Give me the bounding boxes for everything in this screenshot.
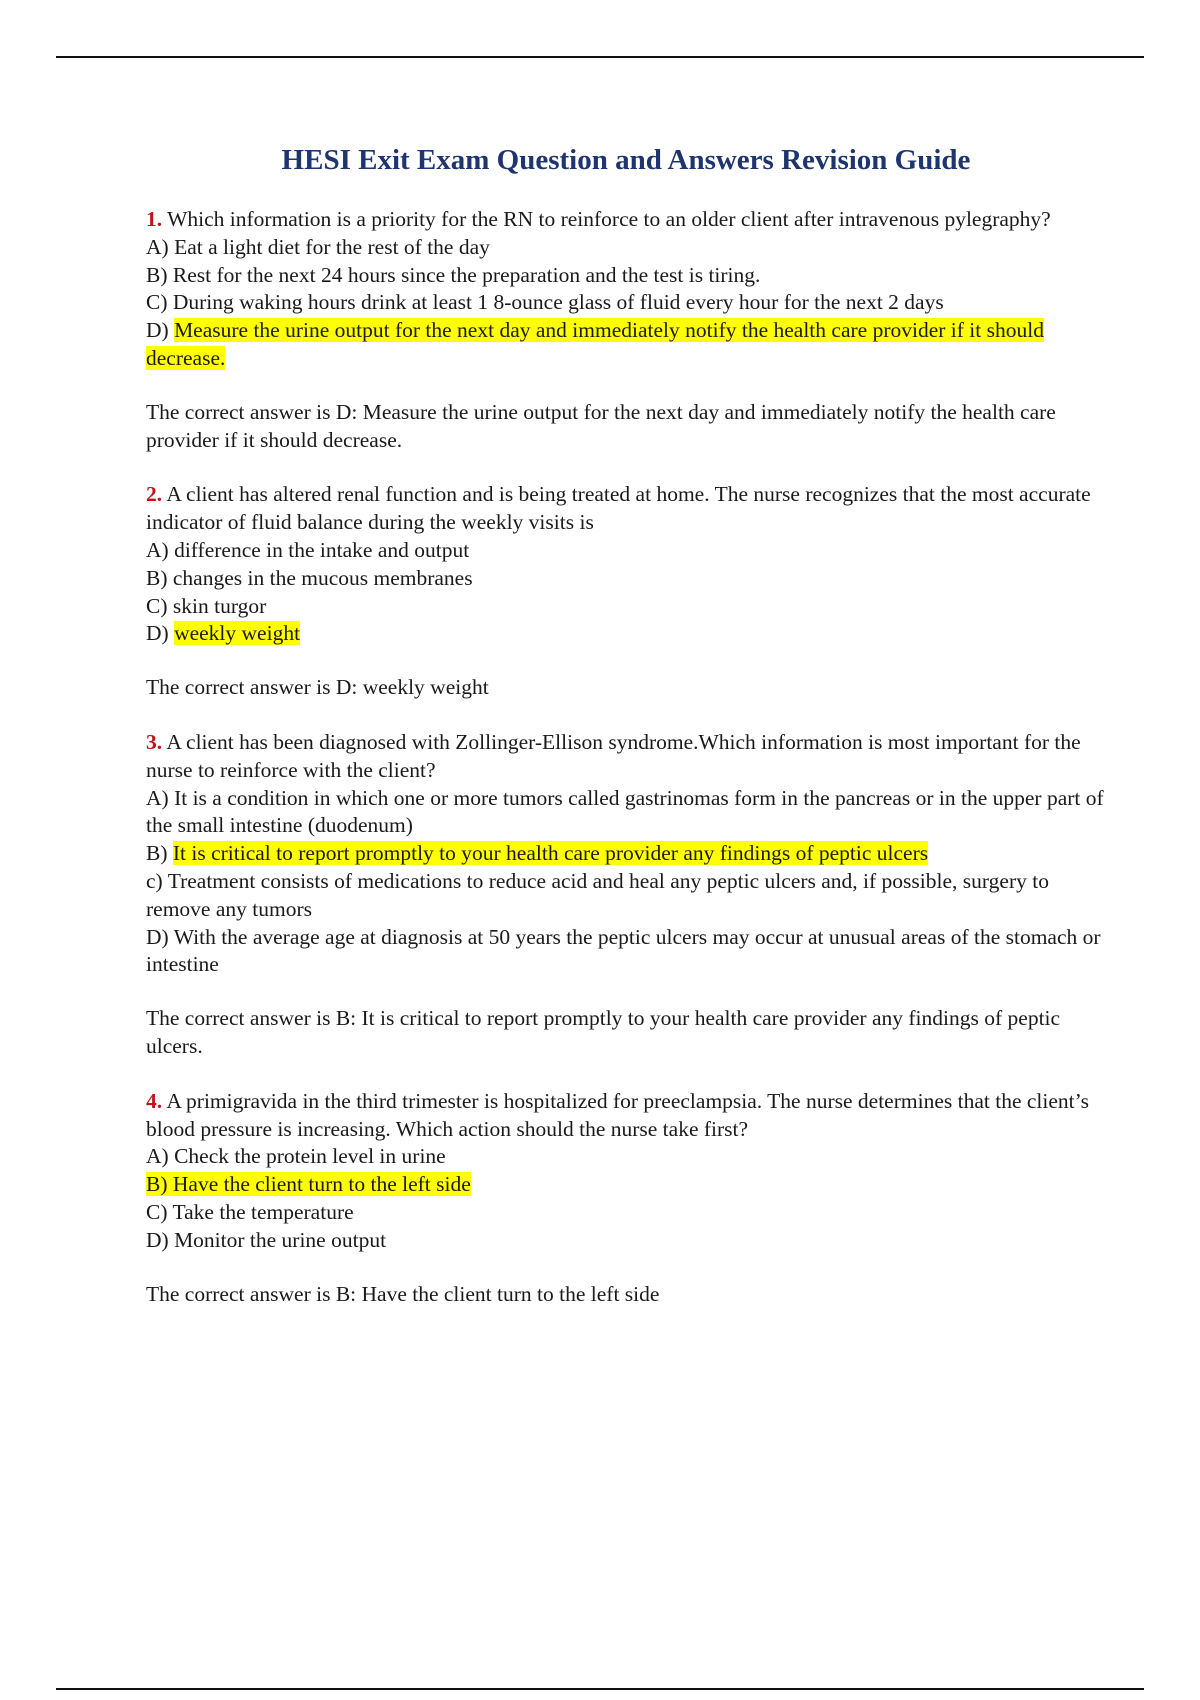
answer-option — [146, 868, 1106, 924]
option-label: A) — [146, 785, 169, 810]
correct-answer-text: The correct answer is D: Measure the urine output for the next day and immediately notify the health care provider if it should decrease. — [146, 399, 1056, 452]
question-stem: A client has been diagnosed with Zollinger-Ellison syndrome.Which information is most important for the nurse to reinforce with the client? — [146, 729, 1081, 782]
option-label: B) — [146, 1172, 168, 1197]
option-label: C) — [146, 1199, 168, 1224]
question-block — [146, 481, 1106, 702]
question-stem: Which information is a priority for the RN to reinforce to an older client after intravenous pylegraphy? — [162, 207, 1051, 231]
option-text: With the average age at diagnosis at 50 years the peptic ulcers may occur at unusual areas of the stomach or intestine — [146, 924, 1101, 977]
option-text: Rest for the next 24 hours since the preparation and the test is tiring. — [172, 262, 761, 287]
answer-option — [146, 289, 1106, 317]
option-text: It is a condition in which one or more tumors called gastrinomas form in the pancreas or in the upper part of the small intestine (duodenum) — [146, 785, 1104, 838]
option-label: D) — [146, 1227, 169, 1252]
correct-answer-text: The correct answer is D: weekly weight — [146, 675, 489, 700]
question-stem: A client has altered renal function and is being treated at home. The nurse recognizes that the most accurate indicator of fluid balance during the weekly visits is — [146, 482, 1091, 535]
answer-option — [146, 234, 1106, 262]
answer-option — [146, 262, 1106, 290]
correct-answer-text: The correct answer is B: Have the client turn to the left side — [146, 1281, 660, 1306]
question-text — [146, 729, 1106, 785]
answer-option — [146, 924, 1106, 980]
answer-option — [146, 1199, 1106, 1227]
option-text: difference in the intake and output — [174, 537, 470, 562]
option-text: Check the protein level in urine — [174, 1144, 446, 1169]
option-text: changes in the mucous membranes — [172, 565, 473, 590]
document-body — [146, 140, 1106, 1335]
question-number: 2. — [146, 482, 163, 507]
option-label: C) — [146, 593, 168, 618]
answer-option — [146, 1227, 1106, 1255]
question-block — [146, 1088, 1106, 1309]
top-rule — [56, 56, 1144, 58]
option-text: During waking hours drink at least 1 8-ounce glass of fluid every hour for the next 2 days — [172, 290, 944, 315]
answer-option — [146, 1143, 1106, 1171]
option-text: Take the temperature — [172, 1199, 354, 1224]
correct-answer-text: The correct answer is B: It is critical to report promptly to your health care provider any findings of peptic ulcers. — [146, 1006, 1061, 1058]
question-text — [146, 206, 1106, 234]
option-label: C) — [146, 290, 168, 315]
question-number: 3. — [146, 729, 163, 754]
option-text: Treatment consists of medications to reduce acid and heal any peptic ulcers and, if possible, surgery to remove any tumors — [146, 868, 1049, 921]
answer-option — [146, 537, 1106, 565]
document-title: HESI Exit Exam Question and Answers Revision Guide — [281, 144, 971, 176]
option-label: A) — [146, 1144, 169, 1169]
answer-option — [146, 620, 1106, 648]
option-text: skin turgor — [172, 593, 267, 618]
answer-option — [146, 1171, 1106, 1199]
answer-option — [146, 785, 1106, 841]
answer-option — [146, 565, 1106, 593]
question-block — [146, 729, 1106, 1061]
option-label: D) — [146, 621, 169, 646]
option-label: B) — [146, 565, 168, 590]
question-stem: A primigravida in the third trimester is hospitalized for preeclampsia. The nurse determines that the client’s blood pressure is increasing. Which action should the nurse take first? — [146, 1088, 1089, 1141]
question-text — [146, 481, 1106, 537]
option-label: B) — [146, 841, 168, 866]
option-text: Monitor the urine output — [174, 1227, 387, 1252]
highlighted-option-text: It is critical to report promptly to your health care provider any findings of peptic ulcers — [172, 841, 929, 866]
option-label: A) — [146, 234, 169, 259]
bottom-rule — [56, 1688, 1144, 1690]
question-number: 4. — [146, 1088, 163, 1113]
question-number: 1. — [146, 207, 163, 231]
option-text: Eat a light diet for the rest of the day — [174, 234, 490, 259]
option-label: D) — [146, 318, 169, 343]
option-label: c) — [146, 868, 163, 893]
highlighted-option-text: Have the client turn to the left side — [172, 1172, 471, 1197]
question-text — [146, 1088, 1106, 1144]
answer-option — [146, 840, 1106, 868]
highlighted-option-text: Measure the urine output for the next day and immediately notify the health care provider if it should decrease. — [146, 318, 1044, 370]
answer-option — [146, 593, 1106, 621]
highlighted-option-text: weekly weight — [174, 621, 301, 646]
answer-option — [146, 317, 1106, 373]
option-label: B) — [146, 262, 168, 287]
question-list — [146, 206, 1106, 1308]
option-label: A) — [146, 537, 169, 562]
option-label: D) — [146, 924, 169, 949]
question-block — [146, 206, 1106, 454]
